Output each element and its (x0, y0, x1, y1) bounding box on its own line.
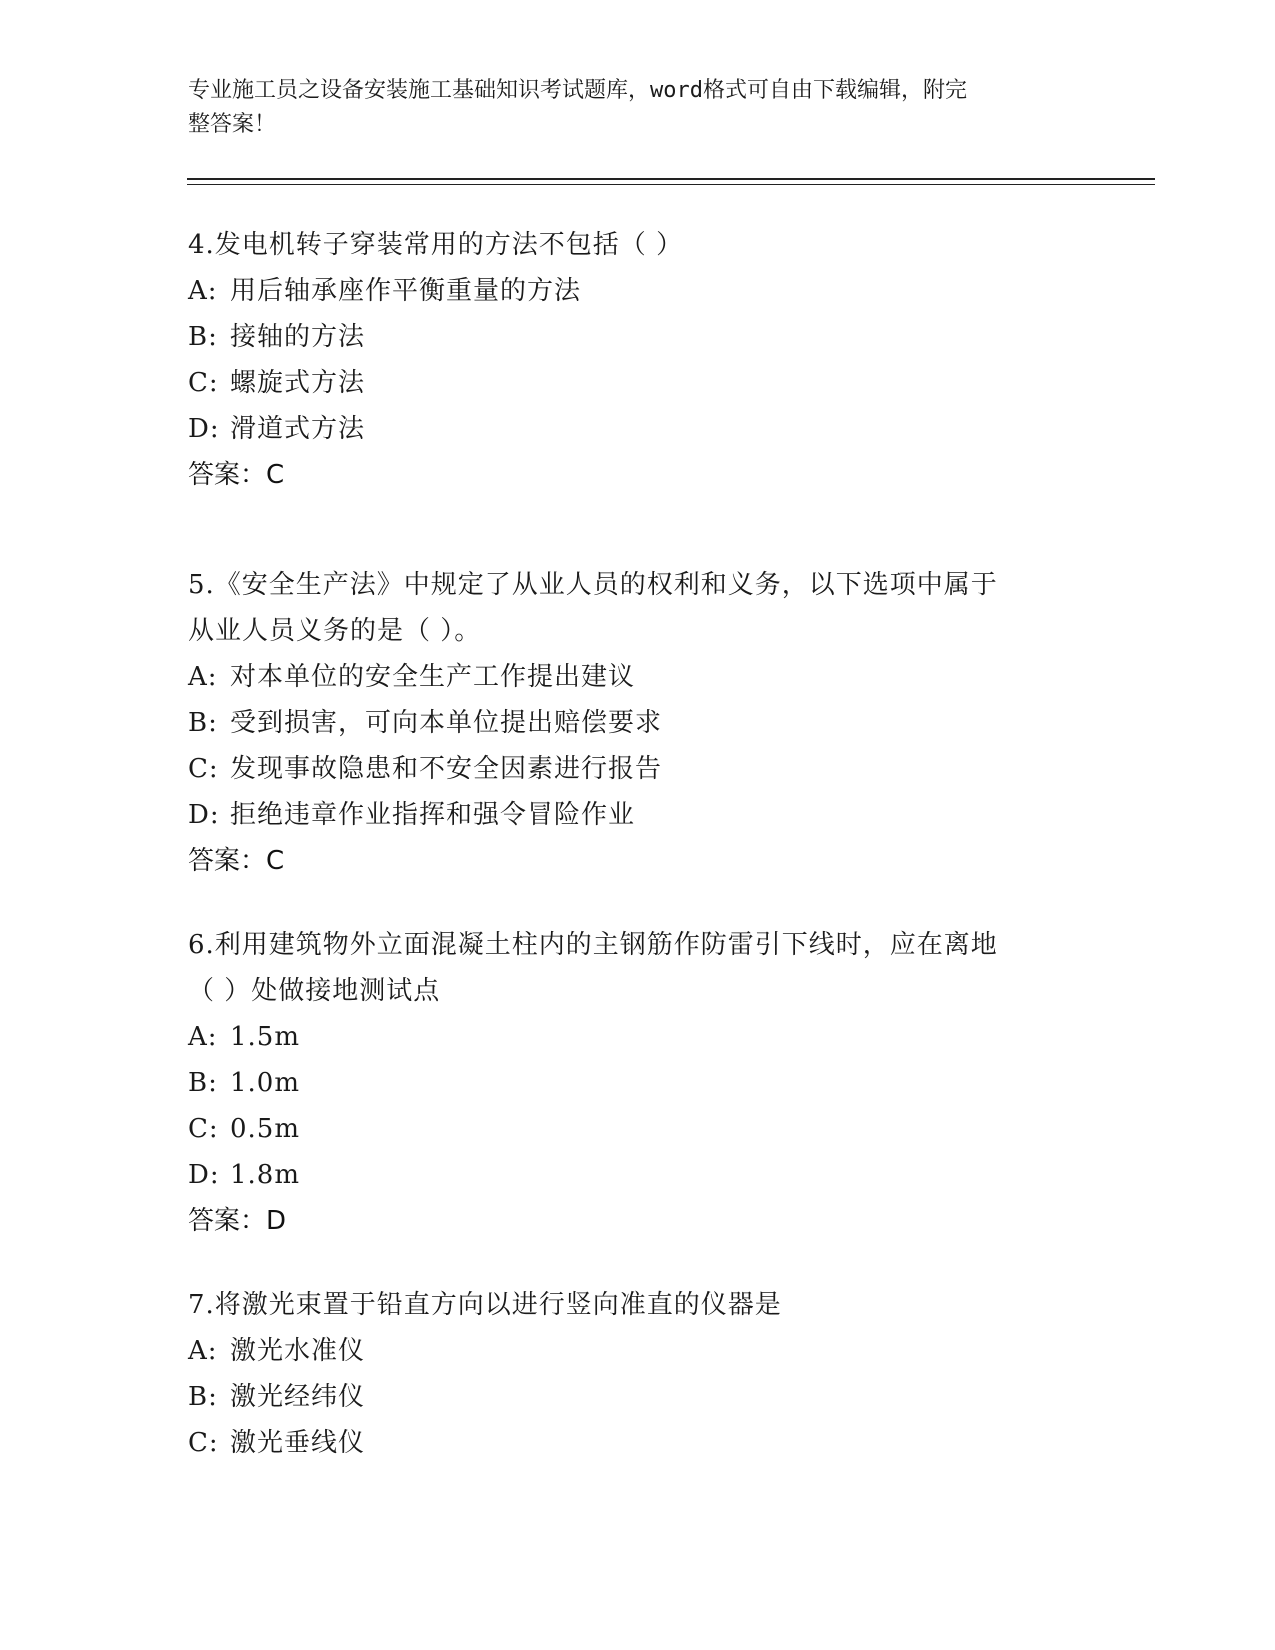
option-a (188, 654, 1068, 700)
option-text: 激光垂线仪 (230, 1428, 366, 1458)
option-text: 拒绝违章作业指挥和强令冒险作业 (230, 800, 636, 830)
option-a (188, 268, 1068, 314)
option-b (188, 1060, 1068, 1106)
question-stem: 4.发电机转子穿装常用的方法不包括（ ） (188, 230, 684, 260)
option-text: 激光水准仪 (230, 1336, 366, 1366)
question-stem-cont: 从业人员义务的是（ ）。 (188, 616, 482, 646)
option-key: B: (188, 322, 218, 352)
option-key: B: (188, 708, 218, 738)
option-a (188, 1014, 1068, 1060)
option-text: 1.8m (230, 1160, 301, 1190)
option-text: 对本单位的安全生产工作提出建议 (230, 662, 636, 692)
option-key: C: (188, 1428, 219, 1458)
question-block-6 (188, 922, 1068, 1244)
option-text: 发现事故隐患和不安全因素进行报告 (230, 754, 663, 784)
option-text: 激光经纬仪 (230, 1382, 366, 1412)
option-key: A: (188, 1022, 218, 1052)
option-key: D: (188, 414, 220, 444)
option-key: C: (188, 1114, 219, 1144)
option-c (188, 1420, 1068, 1466)
option-key: C: (188, 754, 219, 784)
option-text: 用后轴承座作平衡重量的方法 (230, 276, 582, 306)
option-key: B: (188, 1382, 218, 1412)
option-key: A: (188, 1336, 218, 1366)
option-a (188, 1328, 1068, 1374)
option-b (188, 1374, 1068, 1420)
option-key: D: (188, 1160, 220, 1190)
option-text: 螺旋式方法 (230, 368, 366, 398)
option-d (188, 406, 1068, 452)
option-c (188, 746, 1068, 792)
document-header (188, 74, 1068, 142)
option-key: A: (188, 662, 218, 692)
question-stem: 7.将激光束置于铅直方向以进行竖向准直的仪器是 (188, 1290, 782, 1320)
option-text: 接轴的方法 (230, 322, 366, 352)
question-block-7 (188, 1282, 1068, 1466)
option-key: B: (188, 1068, 218, 1098)
option-c (188, 1106, 1068, 1152)
option-text: 0.5m (230, 1114, 301, 1144)
answer: 答案：C (188, 846, 285, 876)
header-line-1: 专业施工员之设备安装施工基础知识考试题库，word格式可自由下载编辑，附完 (188, 78, 967, 103)
question-stem: 6.利用建筑物外立面混凝土柱内的主钢筋作防雷引下线时，应在离地 (188, 930, 998, 960)
option-key: A: (188, 276, 218, 306)
option-key: C: (188, 368, 219, 398)
question-stem-cont: （ ）处做接地测试点 (188, 976, 441, 1006)
question-block-5 (188, 562, 1068, 884)
header-divider-thin (187, 184, 1155, 185)
option-d (188, 1152, 1068, 1198)
option-text: 1.5m (230, 1022, 301, 1052)
option-key: D: (188, 800, 220, 830)
option-text: 1.0m (230, 1068, 301, 1098)
answer: 答案：C (188, 460, 285, 490)
header-divider (187, 178, 1155, 180)
option-text: 受到损害，可向本单位提出赔偿要求 (230, 708, 663, 738)
question-stem: 5.《安全生产法》中规定了从业人员的权利和义务，以下选项中属于 (188, 570, 998, 600)
option-d (188, 792, 1068, 838)
option-text: 滑道式方法 (230, 414, 366, 444)
option-b (188, 700, 1068, 746)
option-c (188, 360, 1068, 406)
option-b (188, 314, 1068, 360)
header-line-2: 整答案！ (188, 112, 277, 137)
answer: 答案：D (188, 1206, 287, 1236)
question-block-4 (188, 222, 1068, 498)
